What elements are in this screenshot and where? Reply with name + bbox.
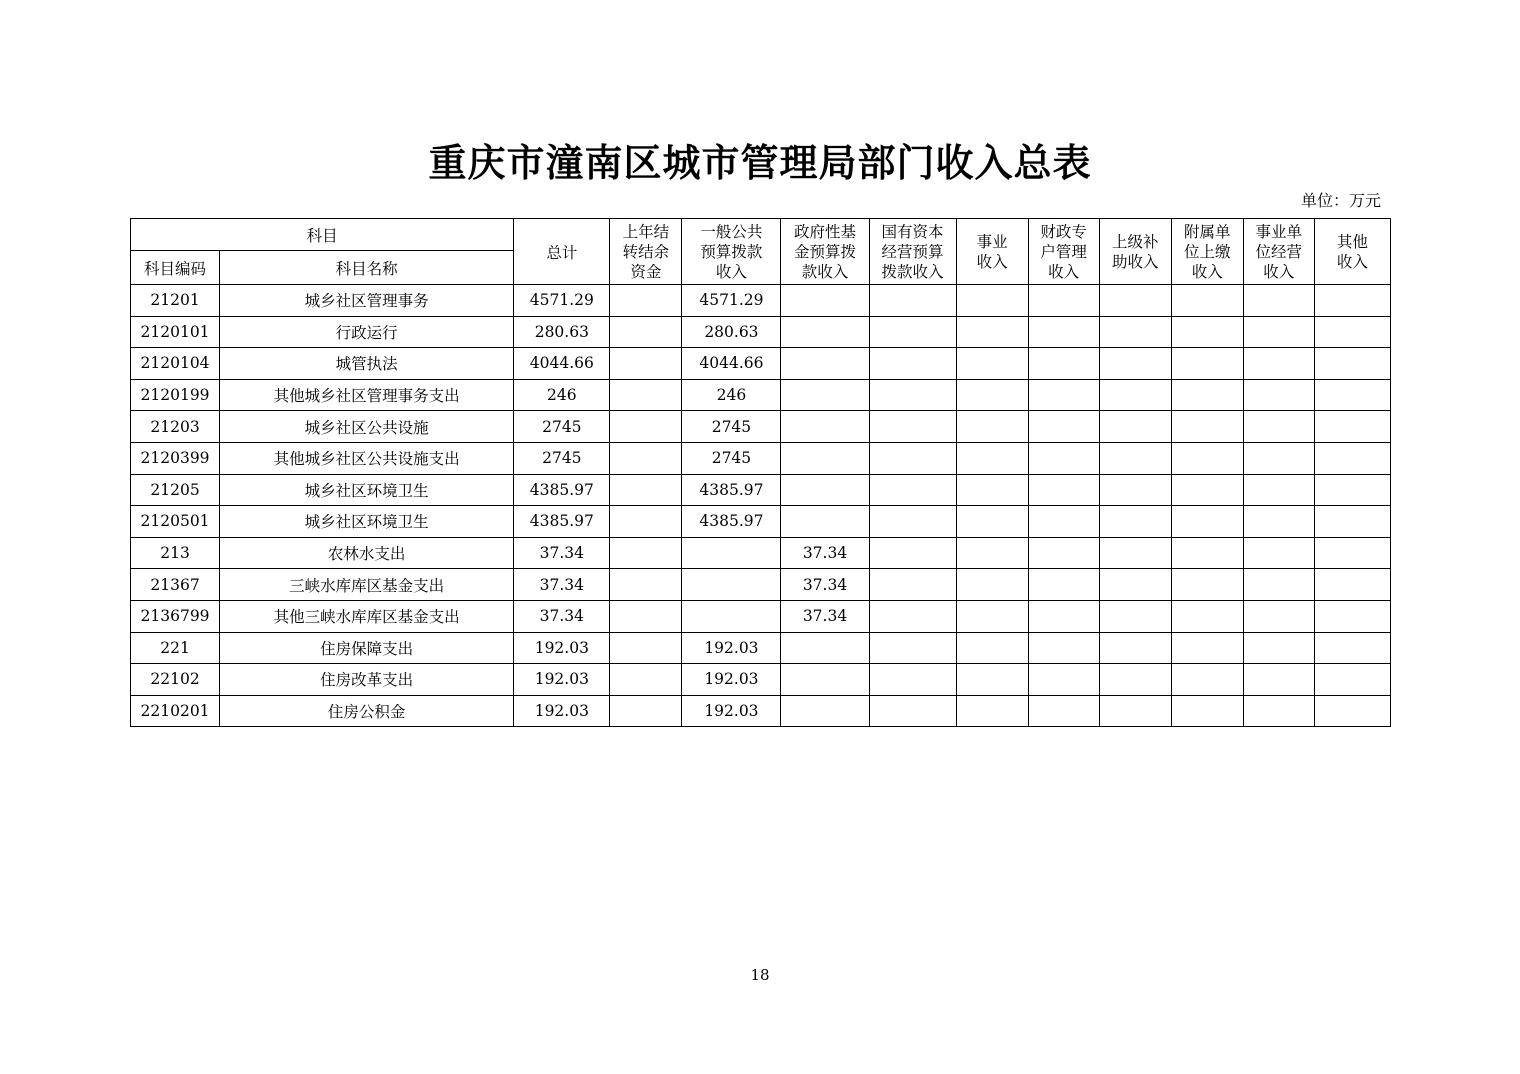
business-income-cell [956,348,1028,380]
carryover-cell [610,316,682,348]
other-income-cell [1314,348,1390,380]
name-cell: 城乡社区公共设施 [220,411,514,443]
general-budget-cell: 280.63 [682,316,781,348]
other-income-cell [1314,632,1390,664]
operating-income-cell [1243,695,1314,727]
other-income-cell [1314,474,1390,506]
general-budget-cell: 4385.97 [682,506,781,538]
superior-subsidy-cell [1099,569,1171,601]
general-budget-cell [682,537,781,569]
gov-fund-cell [781,632,869,664]
carryover-cell [610,379,682,411]
header-col-business-income: 事业 收入 [956,219,1028,285]
name-cell: 其他城乡社区公共设施支出 [220,442,514,474]
gov-fund-cell [781,506,869,538]
general-budget-cell: 192.03 [682,632,781,664]
state-capital-cell [869,474,956,506]
fiscal-account-cell [1028,474,1099,506]
fiscal-account-cell [1028,664,1099,696]
table-row [131,537,1391,569]
state-capital-cell [869,379,956,411]
total-cell: 280.63 [514,316,610,348]
carryover-cell [610,600,682,632]
superior-subsidy-cell [1099,316,1171,348]
operating-income-cell [1243,316,1314,348]
code-cell: 21201 [131,285,220,317]
carryover-cell [610,474,682,506]
business-income-cell [956,285,1028,317]
fiscal-account-cell [1028,632,1099,664]
fiscal-account-cell [1028,506,1099,538]
name-cell: 行政运行 [220,316,514,348]
business-income-cell [956,474,1028,506]
code-cell: 221 [131,632,220,664]
operating-income-cell [1243,569,1314,601]
header-col-gov-fund: 政府性基 金预算拨 款收入 [781,219,869,285]
table-body [131,285,1391,727]
carryover-cell [610,632,682,664]
business-income-cell [956,506,1028,538]
business-income-cell [956,664,1028,696]
name-cell: 其他三峡水库库区基金支出 [220,600,514,632]
carryover-cell [610,664,682,696]
table-row [131,474,1391,506]
table-row [131,600,1391,632]
affiliate-remit-cell [1171,348,1243,380]
header-col-general-budget: 一般公共 预算拨款 收入 [682,219,781,285]
general-budget-cell: 192.03 [682,664,781,696]
superior-subsidy-cell [1099,537,1171,569]
state-capital-cell [869,442,956,474]
general-budget-cell: 4044.66 [682,348,781,380]
state-capital-cell [869,316,956,348]
table-row [131,285,1391,317]
affiliate-remit-cell [1171,632,1243,664]
superior-subsidy-cell [1099,664,1171,696]
other-income-cell [1314,285,1390,317]
general-budget-cell: 192.03 [682,695,781,727]
total-cell: 37.34 [514,600,610,632]
fiscal-account-cell [1028,695,1099,727]
superior-subsidy-cell [1099,411,1171,443]
affiliate-remit-cell [1171,506,1243,538]
superior-subsidy-cell [1099,379,1171,411]
carryover-cell [610,442,682,474]
affiliate-remit-cell [1171,695,1243,727]
header-col-fiscal-account: 财政专 户管理 收入 [1028,219,1099,285]
operating-income-cell [1243,506,1314,538]
state-capital-cell [869,569,956,601]
carryover-cell [610,348,682,380]
total-cell: 4385.97 [514,474,610,506]
code-cell: 21367 [131,569,220,601]
fiscal-account-cell [1028,600,1099,632]
name-cell: 住房改革支出 [220,664,514,696]
fiscal-account-cell [1028,569,1099,601]
table-row [131,348,1391,380]
superior-subsidy-cell [1099,285,1171,317]
fiscal-account-cell [1028,316,1099,348]
code-cell: 2136799 [131,600,220,632]
affiliate-remit-cell [1171,285,1243,317]
gov-fund-cell [781,348,869,380]
name-cell: 城乡社区管理事务 [220,285,514,317]
other-income-cell [1314,664,1390,696]
name-cell: 住房保障支出 [220,632,514,664]
header-subject: 科目 [131,219,514,251]
header-col-operating-income: 事业单 位经营 收入 [1243,219,1314,285]
code-cell: 2120104 [131,348,220,380]
carryover-cell [610,537,682,569]
business-income-cell [956,442,1028,474]
code-cell: 2120199 [131,379,220,411]
operating-income-cell [1243,600,1314,632]
income-table [130,218,1391,727]
total-cell: 192.03 [514,664,610,696]
superior-subsidy-cell [1099,348,1171,380]
gov-fund-cell [781,379,869,411]
affiliate-remit-cell [1171,379,1243,411]
business-income-cell [956,600,1028,632]
superior-subsidy-cell [1099,600,1171,632]
name-cell: 城乡社区环境卫生 [220,506,514,538]
table-row [131,442,1391,474]
other-income-cell [1314,537,1390,569]
gov-fund-cell [781,664,869,696]
table-row [131,695,1391,727]
other-income-cell [1314,600,1390,632]
name-cell: 城管执法 [220,348,514,380]
name-cell: 其他城乡社区管理事务支出 [220,379,514,411]
total-cell: 192.03 [514,695,610,727]
fiscal-account-cell [1028,537,1099,569]
table-row [131,316,1391,348]
operating-income-cell [1243,632,1314,664]
carryover-cell [610,695,682,727]
affiliate-remit-cell [1171,474,1243,506]
total-cell: 246 [514,379,610,411]
general-budget-cell [682,600,781,632]
affiliate-remit-cell [1171,537,1243,569]
carryover-cell [610,569,682,601]
other-income-cell [1314,506,1390,538]
state-capital-cell [869,348,956,380]
other-income-cell [1314,442,1390,474]
other-income-cell [1314,411,1390,443]
name-cell: 城乡社区环境卫生 [220,474,514,506]
business-income-cell [956,316,1028,348]
code-cell: 2120399 [131,442,220,474]
name-cell: 三峡水库库区基金支出 [220,569,514,601]
header-col-superior-subsidy: 上级补 助收入 [1099,219,1171,285]
affiliate-remit-cell [1171,664,1243,696]
other-income-cell [1314,316,1390,348]
other-income-cell [1314,379,1390,411]
code-cell: 21205 [131,474,220,506]
fiscal-account-cell [1028,285,1099,317]
operating-income-cell [1243,442,1314,474]
state-capital-cell [869,411,956,443]
header-col-state-capital: 国有资本 经营预算 拨款收入 [869,219,956,285]
business-income-cell [956,695,1028,727]
name-cell: 农林水支出 [220,537,514,569]
code-cell: 2120101 [131,316,220,348]
fiscal-account-cell [1028,348,1099,380]
total-cell: 37.34 [514,569,610,601]
business-income-cell [956,411,1028,443]
operating-income-cell [1243,474,1314,506]
table-row [131,506,1391,538]
total-cell: 4571.29 [514,285,610,317]
operating-income-cell [1243,348,1314,380]
header-subject-code: 科目编码 [131,251,220,285]
total-cell: 2745 [514,442,610,474]
business-income-cell [956,537,1028,569]
state-capital-cell [869,506,956,538]
general-budget-cell [682,569,781,601]
gov-fund-cell: 37.34 [781,569,869,601]
operating-income-cell [1243,285,1314,317]
business-income-cell [956,569,1028,601]
state-capital-cell [869,695,956,727]
table-row [131,569,1391,601]
gov-fund-cell: 37.34 [781,537,869,569]
gov-fund-cell [781,474,869,506]
total-cell: 4044.66 [514,348,610,380]
affiliate-remit-cell [1171,442,1243,474]
business-income-cell [956,379,1028,411]
superior-subsidy-cell [1099,474,1171,506]
gov-fund-cell [781,695,869,727]
total-cell: 37.34 [514,537,610,569]
code-cell: 2210201 [131,695,220,727]
header-col-carryover: 上年结 转结余 资金 [610,219,682,285]
general-budget-cell: 4571.29 [682,285,781,317]
state-capital-cell [869,664,956,696]
carryover-cell [610,285,682,317]
gov-fund-cell [781,285,869,317]
other-income-cell [1314,569,1390,601]
gov-fund-cell [781,442,869,474]
operating-income-cell [1243,664,1314,696]
operating-income-cell [1243,411,1314,443]
general-budget-cell: 2745 [682,442,781,474]
fiscal-account-cell [1028,379,1099,411]
page-number: 18 [750,966,770,984]
carryover-cell [610,411,682,443]
state-capital-cell [869,285,956,317]
table-row [131,411,1391,443]
code-cell: 213 [131,537,220,569]
header-col-affiliate-remit: 附属单 位上缴 收入 [1171,219,1243,285]
table-row [131,664,1391,696]
general-budget-cell: 2745 [682,411,781,443]
header-subject-name: 科目名称 [220,251,514,285]
code-cell: 22102 [131,664,220,696]
gov-fund-cell: 37.34 [781,600,869,632]
unit-label: 单位：万元 [1300,191,1381,210]
fiscal-account-cell [1028,442,1099,474]
affiliate-remit-cell [1171,569,1243,601]
general-budget-cell: 246 [682,379,781,411]
affiliate-remit-cell [1171,411,1243,443]
gov-fund-cell [781,316,869,348]
superior-subsidy-cell [1099,632,1171,664]
header-total: 总计 [514,219,610,285]
general-budget-cell: 4385.97 [682,474,781,506]
page-title: 重庆市潼南区城市管理局部门收入总表 [428,140,1092,185]
code-cell: 2120501 [131,506,220,538]
superior-subsidy-cell [1099,442,1171,474]
fiscal-account-cell [1028,411,1099,443]
superior-subsidy-cell [1099,695,1171,727]
total-cell: 192.03 [514,632,610,664]
header-col-other-income: 其他 收入 [1314,219,1390,285]
carryover-cell [610,506,682,538]
table-row [131,379,1391,411]
affiliate-remit-cell [1171,316,1243,348]
operating-income-cell [1243,379,1314,411]
affiliate-remit-cell [1171,600,1243,632]
other-income-cell [1314,695,1390,727]
total-cell: 4385.97 [514,506,610,538]
code-cell: 21203 [131,411,220,443]
business-income-cell [956,632,1028,664]
name-cell: 住房公积金 [220,695,514,727]
gov-fund-cell [781,411,869,443]
state-capital-cell [869,600,956,632]
superior-subsidy-cell [1099,506,1171,538]
total-cell: 2745 [514,411,610,443]
state-capital-cell [869,632,956,664]
table-row [131,632,1391,664]
state-capital-cell [869,537,956,569]
operating-income-cell [1243,537,1314,569]
header-row-top [131,219,1391,251]
